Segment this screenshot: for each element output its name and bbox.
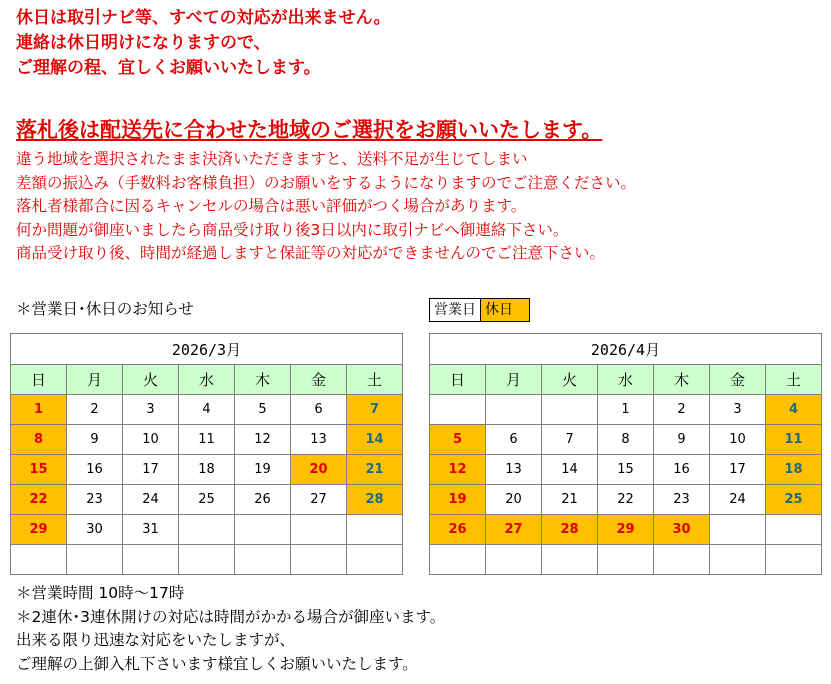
calendar-day-holiday: 30: [654, 515, 710, 545]
legend-business-day: 営業日: [430, 299, 481, 321]
calendar-day: [710, 545, 766, 575]
calendar-week-row: [11, 545, 403, 575]
calendar-day: 15: [598, 455, 654, 485]
calendar-day: 2: [654, 395, 710, 425]
calendar-day: 17: [710, 455, 766, 485]
calendar-day: [542, 545, 598, 575]
calendar-day: 13: [486, 455, 542, 485]
calendar-march: [10, 333, 403, 575]
calendar-day: 11: [179, 425, 235, 455]
calendar-day-holiday: 5: [430, 425, 486, 455]
warning-line: 落札者様都合に因るキャンセルの場合は悪い評価がつく場合があります。: [16, 197, 527, 215]
calendar-day: [179, 515, 235, 545]
footer-line: 出来る限り迅速な対応をいたしますが、: [16, 631, 296, 649]
weekday-header: 水: [598, 365, 654, 395]
calendar-day: 26: [235, 485, 291, 515]
weekday-header: 日: [11, 365, 67, 395]
weekday-header: 金: [710, 365, 766, 395]
calendar-day-holiday: 26: [430, 515, 486, 545]
calendar-day: [67, 545, 123, 575]
calendar-day-holiday: 19: [430, 485, 486, 515]
calendar-day-holiday: 29: [598, 515, 654, 545]
calendar-day: 8: [598, 425, 654, 455]
calendar-day-holiday: 12: [430, 455, 486, 485]
warning-line: 商品受け取り後、時間が経過しますと保証等の対応ができませんのでご注意下さい。: [16, 244, 606, 262]
calendar-day: [430, 545, 486, 575]
calendar-day-holiday: 11: [766, 425, 822, 455]
calendar-day-holiday: 28: [347, 485, 403, 515]
legend-holiday: 休日: [481, 299, 529, 321]
calendar-day: 20: [486, 485, 542, 515]
calendar-day: [235, 545, 291, 575]
calendar-week-row: [430, 485, 822, 515]
warning-list: [16, 148, 636, 266]
calendar-day-holiday: 21: [347, 455, 403, 485]
calendar-day: 5: [235, 395, 291, 425]
calendar-week-row: [430, 425, 822, 455]
holiday-notice: [16, 6, 391, 81]
calendar-day: [347, 515, 403, 545]
footer-line: ご理解の上御入札下さいます様宜しくお願いいたします。: [16, 654, 418, 673]
calendar-day: 31: [123, 515, 179, 545]
calendar-day: [123, 545, 179, 575]
weekday-header: 木: [235, 365, 291, 395]
weekday-header: 金: [291, 365, 347, 395]
warning-line: 差額の振込み（手数料お客様負担）のお願いをするようになりますのでご注意ください。: [16, 173, 637, 192]
calendar-day: 9: [654, 425, 710, 455]
calendar-day: 22: [598, 485, 654, 515]
calendar-day: [542, 395, 598, 425]
calendar-day: [766, 515, 822, 545]
notice-line: 休日は取引ナビ等、すべての対応が出来ません。: [16, 8, 391, 28]
calendar-april: [429, 333, 822, 575]
calendar-day: 16: [67, 455, 123, 485]
calendar-day: [430, 395, 486, 425]
calendar-day: [486, 545, 542, 575]
calendar-week-row: [11, 395, 403, 425]
calendar-day-holiday: 28: [542, 515, 598, 545]
calendar-day: 4: [179, 395, 235, 425]
calendar-week-row: [11, 515, 403, 545]
notice-line: ご理解の程、宜しくお願いいたします。: [16, 58, 321, 78]
calendar-day-holiday: 1: [11, 395, 67, 425]
calendar-day: [11, 545, 67, 575]
weekday-header: 月: [67, 365, 123, 395]
calendar-day: [486, 395, 542, 425]
calendar-day: [291, 545, 347, 575]
business-hours-info: [16, 582, 445, 676]
calendar-day-holiday: 29: [11, 515, 67, 545]
weekday-header: 日: [430, 365, 486, 395]
calendar-week-row: [11, 425, 403, 455]
calendar-day: 10: [123, 425, 179, 455]
calendar-day: 6: [291, 395, 347, 425]
calendar-day: [598, 545, 654, 575]
calendar-day: 2: [67, 395, 123, 425]
calendar-day: 25: [179, 485, 235, 515]
calendar-day: 6: [486, 425, 542, 455]
calendar-day: 16: [654, 455, 710, 485]
footer-line: ＊2連休･3連休開けの対応は時間がかかる場合が御座います。: [16, 607, 446, 626]
calendar-week-row: [430, 515, 822, 545]
calendar-day: 19: [235, 455, 291, 485]
calendar-day: 23: [654, 485, 710, 515]
calendar-day: 14: [542, 455, 598, 485]
calendar-day: 3: [710, 395, 766, 425]
calendar-day: 10: [710, 425, 766, 455]
weekday-header: 土: [766, 365, 822, 395]
calendar-day: 30: [67, 515, 123, 545]
weekday-header: 土: [347, 365, 403, 395]
calendar-day: 24: [710, 485, 766, 515]
calendar-day: [766, 545, 822, 575]
calendar-day: [654, 545, 710, 575]
calendar-day-holiday: 25: [766, 485, 822, 515]
calendar-day: 17: [123, 455, 179, 485]
calendar-day: [710, 515, 766, 545]
warning-line: 違う地域を選択されたまま決済いただきますと、送料不足が生じてしまい: [16, 150, 528, 168]
calendar-day: 9: [67, 425, 123, 455]
calendar-day-holiday: 22: [11, 485, 67, 515]
calendar-week-row: [430, 395, 822, 425]
calendar-day: 12: [235, 425, 291, 455]
calendar-day: 1: [598, 395, 654, 425]
calendar-day: [291, 515, 347, 545]
weekday-header: 火: [123, 365, 179, 395]
calendar-week-row: [430, 455, 822, 485]
calendar-day-holiday: 4: [766, 395, 822, 425]
calendar-day: 23: [67, 485, 123, 515]
calendar-day: [347, 545, 403, 575]
calendar-day: 27: [291, 485, 347, 515]
calendar-day: [235, 515, 291, 545]
calendar-day-holiday: 15: [11, 455, 67, 485]
weekday-header: 月: [486, 365, 542, 395]
schedule-title: ＊営業日･休日のお知らせ: [16, 300, 194, 318]
calendar-day: [179, 545, 235, 575]
weekday-header: 火: [542, 365, 598, 395]
weekday-header: 水: [179, 365, 235, 395]
calendar-day: 21: [542, 485, 598, 515]
calendar-day-holiday: 8: [11, 425, 67, 455]
calendar-week-row: [430, 545, 822, 575]
calendar-day-holiday: 14: [347, 425, 403, 455]
calendar-day-holiday: 20: [291, 455, 347, 485]
calendar-week-row: [11, 455, 403, 485]
calendar-day: 7: [542, 425, 598, 455]
calendar-day-holiday: 7: [347, 395, 403, 425]
calendar-month-label: 2026/3月: [11, 334, 403, 365]
calendar-day: 13: [291, 425, 347, 455]
calendar-day: 24: [123, 485, 179, 515]
calendar-day-holiday: 27: [486, 515, 542, 545]
calendar-week-row: [11, 485, 403, 515]
weekday-header: 木: [654, 365, 710, 395]
shipping-region-headline: 落札後は配送先に合わせた地域のご選択をお願いいたします。: [16, 118, 603, 142]
calendar-day: 3: [123, 395, 179, 425]
calendar-month-label: 2026/4月: [430, 334, 822, 365]
footer-line: ＊営業時間 10時～17時: [16, 584, 185, 602]
notice-line: 連絡は休日明けになりますので、: [16, 33, 271, 53]
calendar-day-holiday: 18: [766, 455, 822, 485]
warning-line: 何か問題が御座いましたら商品受け取り後3日以内に取引ナビへ御連絡下さい。: [16, 220, 569, 239]
calendar-day: 18: [179, 455, 235, 485]
calendar-legend: [429, 298, 530, 322]
